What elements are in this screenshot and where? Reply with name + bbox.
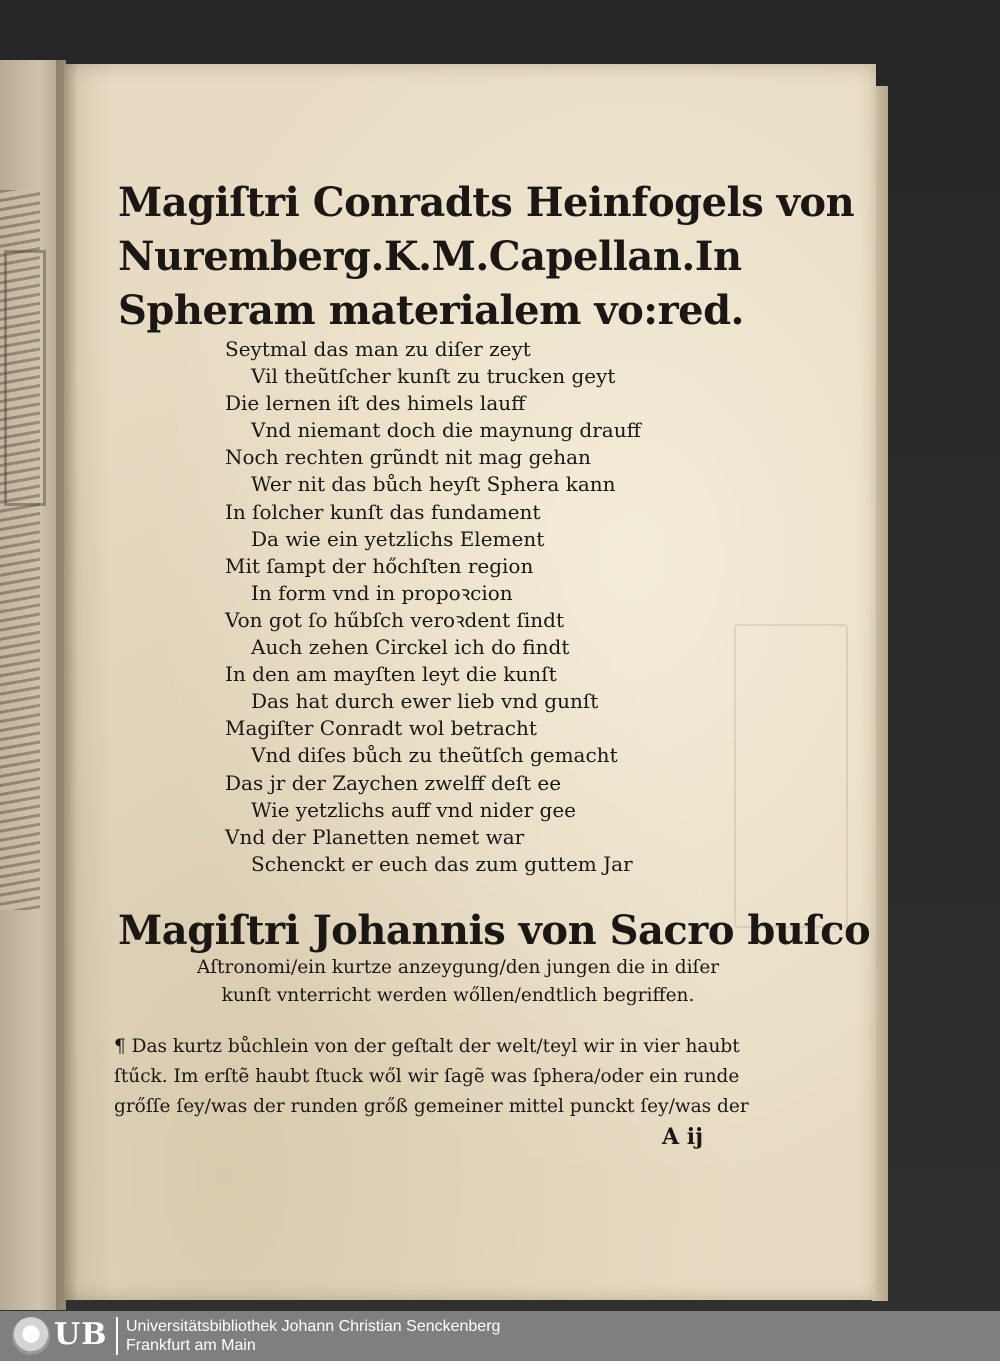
verse-line: In ſolcher kunſt das fundament	[225, 499, 541, 524]
book-gutter	[56, 60, 78, 1310]
body-line: grőſſe ſey/was der runden grőß gemeiner mittel punckt ſey/was der	[114, 1096, 749, 1117]
show-through-diagram	[734, 624, 848, 928]
signature-mark: A ij	[662, 1124, 704, 1150]
library-logo[interactable]	[12, 1317, 116, 1355]
verse-line: Schenckt er euch das zum guttem Jar	[251, 851, 633, 876]
page-title	[118, 176, 855, 338]
verse-line: Die lernen iſt des himels lauff	[225, 391, 526, 416]
verse-line: Wie yetzlichs auff vnd nider gee	[251, 797, 577, 822]
logo-text: UB	[54, 1317, 108, 1352]
library-name	[126, 1317, 500, 1355]
subtitle-line: kunſt vnterricht werden wőllen/endtlich begriffen.	[221, 985, 695, 1006]
body-paragraph	[114, 1032, 774, 1122]
verse-line: Vnd der Planetten nemet war	[225, 824, 525, 849]
body-line: ¶ Das kurtz bůchlein von der geſtalt der welt/teyl wir in vier haubt	[114, 1036, 740, 1057]
university-seal-icon	[12, 1317, 50, 1355]
verse-line: Da wie ein yetzlichs Element	[251, 526, 545, 551]
verse-line: Vnd diſes bůch zu theũtſch gemacht	[251, 743, 618, 768]
verse-line: Das jr der Zaychen zwelff deſt ee	[225, 770, 562, 795]
library-location-line: Frankfurt am Main	[126, 1337, 256, 1354]
title-line: Magiſtri Conradts Heinfogels von	[118, 179, 855, 226]
verse-line: Von got ſo hűbſch veroꝛdent ſindt	[225, 607, 564, 632]
library-name-line: Universitätsbibliothek Johann Christian Senckenberg	[126, 1318, 501, 1335]
verse-line: Vil theũtſcher kunſt zu trucken geyt	[251, 364, 616, 389]
title-line: Nuremberg.K.M.Capellan.In	[118, 233, 742, 280]
verse-line: Noch rechten grũndt nit mag gehan	[225, 445, 591, 470]
second-subtitle	[118, 954, 798, 1010]
verse-line: Auch zehen Circkel ich do findt	[251, 635, 570, 660]
verse-line: Mit ſampt der hőchſten region	[225, 553, 534, 578]
verse-line: In den am mayſten leyt die kunſt	[225, 662, 557, 687]
verse-line: In form vnd in propoꝛcion	[251, 580, 513, 605]
verse-line: Wer nit das bůch heyſt Sphera kann	[251, 472, 616, 497]
verse-line: Vnd niemant doch die maynung drauff	[251, 418, 641, 443]
verse-block	[225, 336, 665, 878]
title-line: Spheram materialem vo:red.	[118, 287, 744, 334]
woodcut-frame	[4, 250, 46, 506]
verse-line: Magiſter Conradt wol betracht	[225, 716, 537, 741]
verse-line: Das hat durch ewer lieb vnd gunſt	[251, 689, 599, 714]
body-line: ſtűck. Im erſtẽ haubt ſtuck wől wir ſagẽ was ſphera/oder ein runde	[114, 1066, 740, 1087]
footer-divider	[116, 1317, 118, 1355]
library-footer	[0, 1311, 1000, 1361]
verse-line: Seytmal das man zu diſer zeyt	[225, 337, 531, 361]
second-heading: Magiſtri Johannis von Sacro buſco	[118, 907, 871, 954]
subtitle-line: Aſtronomi/ein kurtze anzeygung/den jungen die in diſer	[196, 957, 720, 978]
